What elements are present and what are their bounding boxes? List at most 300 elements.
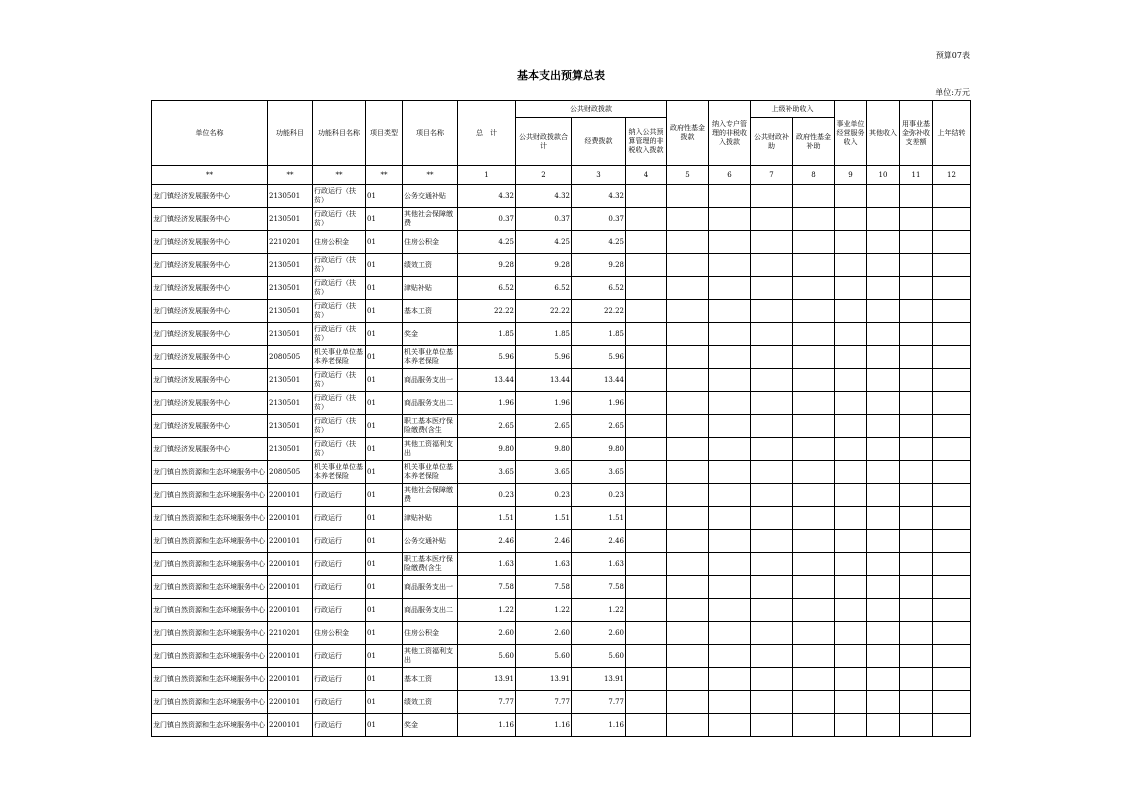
empty-cell <box>751 208 793 231</box>
public-finance-total-cell: 0.23 <box>516 484 572 507</box>
empty-cell <box>835 231 867 254</box>
empty-cell <box>835 438 867 461</box>
total-cell: 6.52 <box>458 277 516 300</box>
total-cell: 13.44 <box>458 369 516 392</box>
public-finance-total-cell: 1.85 <box>516 323 572 346</box>
empty-cell <box>933 277 971 300</box>
empty-cell <box>900 461 933 484</box>
empty-cell <box>933 507 971 530</box>
empty-cell <box>709 691 751 714</box>
project-type-cell: 01 <box>366 346 403 369</box>
empty-cell <box>751 461 793 484</box>
table-row <box>152 323 971 346</box>
empty-cell <box>867 691 900 714</box>
total-cell: 1.16 <box>458 714 516 737</box>
total-cell: 9.28 <box>458 254 516 277</box>
empty-cell <box>793 392 835 415</box>
total-cell: 22.22 <box>458 300 516 323</box>
unit-name-cell: 龙门镇自然资源和生态环境服务中心 <box>152 691 268 714</box>
project-name-cell: 商品服务支出二 <box>403 599 458 622</box>
empty-cell <box>626 668 667 691</box>
empty-cell <box>900 530 933 553</box>
expense-alloc-cell: 1.85 <box>572 323 626 346</box>
empty-cell <box>751 392 793 415</box>
empty-cell <box>900 300 933 323</box>
project-name-cell: 其他社会保障缴费 <box>403 208 458 231</box>
empty-cell <box>835 415 867 438</box>
empty-cell <box>751 622 793 645</box>
func-code-cell: 2130501 <box>268 277 313 300</box>
public-finance-total-cell: 2.60 <box>516 622 572 645</box>
project-type-cell: 01 <box>366 691 403 714</box>
empty-cell <box>793 438 835 461</box>
func-code-cell: 2200101 <box>268 530 313 553</box>
total-cell: 0.37 <box>458 208 516 231</box>
empty-cell <box>709 576 751 599</box>
func-code-cell: 2130501 <box>268 438 313 461</box>
func-code-cell: 2200101 <box>268 691 313 714</box>
project-name-cell: 机关事业单位基本养老保险 <box>403 346 458 369</box>
empty-cell <box>867 714 900 737</box>
empty-cell <box>667 530 709 553</box>
public-finance-total-cell: 6.52 <box>516 277 572 300</box>
empty-cell <box>933 392 971 415</box>
expense-alloc-cell: 0.23 <box>572 484 626 507</box>
empty-cell <box>900 346 933 369</box>
empty-cell <box>835 691 867 714</box>
func-name-cell: 行政运行 <box>313 507 366 530</box>
empty-cell <box>709 553 751 576</box>
project-name-cell: 住房公积金 <box>403 622 458 645</box>
empty-cell <box>793 415 835 438</box>
total-cell: 1.85 <box>458 323 516 346</box>
empty-cell <box>751 438 793 461</box>
header-public-finance: 公共财政拨款 <box>516 101 667 118</box>
empty-cell <box>709 415 751 438</box>
func-code-cell: 2200101 <box>268 645 313 668</box>
empty-cell <box>626 484 667 507</box>
header-other-income: 其他收入 <box>867 101 900 166</box>
header-special-nontax: 纳入专户管理的非税收入拨款 <box>709 101 751 166</box>
project-name-cell: 奖金 <box>403 323 458 346</box>
unit-name-cell: 龙门镇自然资源和生态环境服务中心 <box>152 484 268 507</box>
unit-name-cell: 龙门镇经济发展服务中心 <box>152 231 268 254</box>
unit-name-cell: 龙门镇经济发展服务中心 <box>152 369 268 392</box>
empty-cell <box>793 645 835 668</box>
expense-alloc-cell: 1.16 <box>572 714 626 737</box>
empty-cell <box>933 645 971 668</box>
func-code-cell: 2130501 <box>268 323 313 346</box>
empty-cell <box>709 300 751 323</box>
total-cell: 3.65 <box>458 461 516 484</box>
project-name-cell: 职工基本医疗保险缴费(含生 <box>403 553 458 576</box>
table-row <box>152 415 971 438</box>
table-row <box>152 208 971 231</box>
header-project-name: 项目名称 <box>403 101 458 166</box>
unit-name-cell: 龙门镇自然资源和生态环境服务中心 <box>152 461 268 484</box>
table-row <box>152 392 971 415</box>
empty-cell <box>793 622 835 645</box>
column-number-cell: 2 <box>516 166 572 185</box>
func-code-cell: 2080505 <box>268 346 313 369</box>
empty-cell <box>793 369 835 392</box>
func-name-cell: 行政运行 <box>313 484 366 507</box>
func-name-cell: 行政运行（扶贫） <box>313 300 366 323</box>
empty-cell <box>867 346 900 369</box>
empty-cell <box>793 300 835 323</box>
expense-alloc-cell: 4.25 <box>572 231 626 254</box>
header-carryover: 上年结转 <box>933 101 971 166</box>
empty-cell <box>626 300 667 323</box>
empty-cell <box>933 668 971 691</box>
empty-cell <box>667 691 709 714</box>
empty-cell <box>626 392 667 415</box>
func-name-cell: 行政运行（扶贫） <box>313 323 366 346</box>
project-name-cell: 其他工资福利支出 <box>403 645 458 668</box>
project-type-cell: 01 <box>366 714 403 737</box>
expense-alloc-cell: 7.77 <box>572 691 626 714</box>
empty-cell <box>793 553 835 576</box>
expense-alloc-cell: 9.80 <box>572 438 626 461</box>
empty-cell <box>751 599 793 622</box>
empty-cell <box>626 576 667 599</box>
header-nontax-income: 纳入公共预算管理的非税收入拨款 <box>626 118 667 166</box>
empty-cell <box>793 714 835 737</box>
expense-alloc-cell: 13.91 <box>572 668 626 691</box>
public-finance-total-cell: 5.60 <box>516 645 572 668</box>
empty-cell <box>835 484 867 507</box>
table-row <box>152 599 971 622</box>
func-code-cell: 2130501 <box>268 185 313 208</box>
empty-cell <box>835 346 867 369</box>
unit-name-cell: 龙门镇自然资源和生态环境服务中心 <box>152 599 268 622</box>
unit-name-cell: 龙门镇自然资源和生态环境服务中心 <box>152 553 268 576</box>
empty-cell <box>751 576 793 599</box>
unit-name-cell: 龙门镇经济发展服务中心 <box>152 438 268 461</box>
total-cell: 1.63 <box>458 553 516 576</box>
func-code-cell: 2130501 <box>268 369 313 392</box>
column-number-cell: 8 <box>793 166 835 185</box>
empty-cell <box>933 369 971 392</box>
expense-alloc-cell: 1.96 <box>572 392 626 415</box>
empty-cell <box>867 231 900 254</box>
empty-cell <box>900 714 933 737</box>
header-project-type: 项目类型 <box>366 101 403 166</box>
func-name-cell: 行政运行（扶贫） <box>313 185 366 208</box>
header-public-finance-total: 公共财政拨款合计 <box>516 118 572 166</box>
func-code-cell: 2130501 <box>268 415 313 438</box>
empty-cell <box>835 622 867 645</box>
table-row <box>152 346 971 369</box>
empty-cell <box>709 530 751 553</box>
empty-cell <box>626 254 667 277</box>
project-type-cell: 01 <box>366 622 403 645</box>
empty-cell <box>751 277 793 300</box>
empty-cell <box>835 461 867 484</box>
empty-cell <box>867 461 900 484</box>
total-cell: 13.91 <box>458 668 516 691</box>
func-code-cell: 2130501 <box>268 300 313 323</box>
unit-name-cell: 龙门镇自然资源和生态环境服务中心 <box>152 530 268 553</box>
empty-cell <box>751 507 793 530</box>
empty-cell <box>667 645 709 668</box>
unit-name-cell: 龙门镇经济发展服务中心 <box>152 346 268 369</box>
expense-alloc-cell: 5.96 <box>572 346 626 369</box>
empty-cell <box>667 714 709 737</box>
empty-cell <box>835 369 867 392</box>
empty-cell <box>933 714 971 737</box>
project-name-cell: 职工基本医疗保险缴费(含生 <box>403 415 458 438</box>
empty-cell <box>709 277 751 300</box>
project-type-cell: 01 <box>366 461 403 484</box>
column-number-cell: 12 <box>933 166 971 185</box>
empty-cell <box>709 622 751 645</box>
empty-cell <box>626 599 667 622</box>
header-superior-subsidy: 上级补助收入 <box>751 101 835 118</box>
empty-cell <box>900 231 933 254</box>
unit-name-cell: 龙门镇经济发展服务中心 <box>152 277 268 300</box>
empty-cell <box>835 300 867 323</box>
header-fund-offset: 用事业基金弥补收支差额 <box>900 101 933 166</box>
empty-cell <box>793 691 835 714</box>
empty-cell <box>709 484 751 507</box>
empty-cell <box>626 346 667 369</box>
expense-alloc-cell: 2.65 <box>572 415 626 438</box>
empty-cell <box>626 507 667 530</box>
unit-name-cell: 龙门镇自然资源和生态环境服务中心 <box>152 622 268 645</box>
project-type-cell: 01 <box>366 553 403 576</box>
empty-cell <box>751 668 793 691</box>
empty-cell <box>900 484 933 507</box>
empty-cell <box>867 553 900 576</box>
project-name-cell: 其他社会保障缴费 <box>403 484 458 507</box>
empty-cell <box>933 599 971 622</box>
empty-cell <box>900 507 933 530</box>
empty-cell <box>867 208 900 231</box>
project-type-cell: 01 <box>366 438 403 461</box>
table-row <box>152 484 971 507</box>
empty-cell <box>867 576 900 599</box>
column-number-cell: 10 <box>867 166 900 185</box>
expense-alloc-cell: 2.60 <box>572 622 626 645</box>
form-number-label: 预算07表 <box>935 51 970 60</box>
empty-cell <box>835 645 867 668</box>
expense-alloc-cell: 1.51 <box>572 507 626 530</box>
project-type-cell: 01 <box>366 185 403 208</box>
project-type-cell: 01 <box>366 415 403 438</box>
project-type-cell: 01 <box>366 645 403 668</box>
func-code-cell: 2200101 <box>268 507 313 530</box>
func-name-cell: 行政运行 <box>313 599 366 622</box>
empty-cell <box>667 392 709 415</box>
empty-cell <box>626 714 667 737</box>
table-row <box>152 438 971 461</box>
empty-cell <box>793 576 835 599</box>
empty-cell <box>835 392 867 415</box>
table-row <box>152 254 971 277</box>
empty-cell <box>867 530 900 553</box>
empty-cell <box>835 668 867 691</box>
project-type-cell: 01 <box>366 668 403 691</box>
func-name-cell: 行政运行 <box>313 714 366 737</box>
expense-alloc-cell: 9.28 <box>572 254 626 277</box>
empty-cell <box>667 369 709 392</box>
column-number-row <box>152 166 971 185</box>
empty-cell <box>867 277 900 300</box>
empty-cell <box>867 369 900 392</box>
total-cell: 2.60 <box>458 622 516 645</box>
func-name-cell: 行政运行（扶贫） <box>313 369 366 392</box>
total-cell: 4.25 <box>458 231 516 254</box>
unit-name-cell: 龙门镇经济发展服务中心 <box>152 208 268 231</box>
table-row <box>152 461 971 484</box>
header-total: 总 计 <box>458 101 516 166</box>
project-type-cell: 01 <box>366 392 403 415</box>
empty-cell <box>751 645 793 668</box>
empty-cell <box>835 553 867 576</box>
empty-cell <box>709 599 751 622</box>
empty-cell <box>667 185 709 208</box>
empty-cell <box>933 622 971 645</box>
column-number-cell: ** <box>152 166 268 185</box>
header-func-code: 功能科目 <box>268 101 313 166</box>
table-row <box>152 277 971 300</box>
total-cell: 5.96 <box>458 346 516 369</box>
empty-cell <box>709 369 751 392</box>
empty-cell <box>835 185 867 208</box>
empty-cell <box>626 438 667 461</box>
empty-cell <box>867 622 900 645</box>
column-number-cell: 6 <box>709 166 751 185</box>
empty-cell <box>709 645 751 668</box>
table-row <box>152 185 971 208</box>
empty-cell <box>751 185 793 208</box>
unit-name-cell: 龙门镇自然资源和生态环境服务中心 <box>152 645 268 668</box>
empty-cell <box>667 576 709 599</box>
project-name-cell: 公务交通补贴 <box>403 530 458 553</box>
table-row <box>152 507 971 530</box>
column-number-cell: 5 <box>667 166 709 185</box>
empty-cell <box>835 254 867 277</box>
expense-alloc-cell: 2.46 <box>572 530 626 553</box>
total-cell: 7.77 <box>458 691 516 714</box>
public-finance-total-cell: 9.80 <box>516 438 572 461</box>
expense-alloc-cell: 1.63 <box>572 553 626 576</box>
expense-alloc-cell: 6.52 <box>572 277 626 300</box>
empty-cell <box>900 576 933 599</box>
empty-cell <box>835 507 867 530</box>
empty-cell <box>626 691 667 714</box>
empty-cell <box>867 392 900 415</box>
empty-cell <box>793 185 835 208</box>
empty-cell <box>933 484 971 507</box>
project-name-cell: 基本工资 <box>403 300 458 323</box>
empty-cell <box>835 530 867 553</box>
empty-cell <box>751 369 793 392</box>
empty-cell <box>793 484 835 507</box>
project-name-cell: 公务交通补贴 <box>403 185 458 208</box>
empty-cell <box>667 484 709 507</box>
public-finance-total-cell: 1.51 <box>516 507 572 530</box>
empty-cell <box>667 553 709 576</box>
empty-cell <box>709 438 751 461</box>
func-code-cell: 2130501 <box>268 254 313 277</box>
expense-alloc-cell: 7.58 <box>572 576 626 599</box>
expense-alloc-cell: 4.32 <box>572 185 626 208</box>
project-type-cell: 01 <box>366 323 403 346</box>
empty-cell <box>709 231 751 254</box>
project-name-cell: 商品服务支出一 <box>403 576 458 599</box>
empty-cell <box>667 415 709 438</box>
empty-cell <box>709 392 751 415</box>
table-row <box>152 645 971 668</box>
project-name-cell: 商品服务支出二 <box>403 392 458 415</box>
empty-cell <box>709 254 751 277</box>
table-row <box>152 530 971 553</box>
empty-cell <box>793 231 835 254</box>
project-type-cell: 01 <box>366 369 403 392</box>
empty-cell <box>793 668 835 691</box>
column-number-cell: 9 <box>835 166 867 185</box>
empty-cell <box>626 645 667 668</box>
public-finance-total-cell: 0.37 <box>516 208 572 231</box>
empty-cell <box>626 277 667 300</box>
expense-alloc-cell: 0.37 <box>572 208 626 231</box>
empty-cell <box>793 599 835 622</box>
empty-cell <box>867 185 900 208</box>
empty-cell <box>900 599 933 622</box>
empty-cell <box>933 530 971 553</box>
project-type-cell: 01 <box>366 507 403 530</box>
unit-name-cell: 龙门镇自然资源和生态环境服务中心 <box>152 714 268 737</box>
func-code-cell: 2200101 <box>268 599 313 622</box>
public-finance-total-cell: 1.16 <box>516 714 572 737</box>
empty-cell <box>867 254 900 277</box>
empty-cell <box>667 277 709 300</box>
table-row <box>152 691 971 714</box>
public-finance-total-cell: 4.25 <box>516 231 572 254</box>
table-row <box>152 668 971 691</box>
empty-cell <box>835 576 867 599</box>
empty-cell <box>900 208 933 231</box>
empty-cell <box>793 346 835 369</box>
func-name-cell: 机关事业单位基本养老保险 <box>313 461 366 484</box>
table-body <box>152 185 971 737</box>
empty-cell <box>867 300 900 323</box>
expense-alloc-cell: 1.22 <box>572 599 626 622</box>
public-finance-total-cell: 2.65 <box>516 415 572 438</box>
func-code-cell: 2210201 <box>268 622 313 645</box>
public-finance-total-cell: 1.22 <box>516 599 572 622</box>
total-cell: 9.80 <box>458 438 516 461</box>
empty-cell <box>900 323 933 346</box>
total-cell: 1.51 <box>458 507 516 530</box>
empty-cell <box>667 254 709 277</box>
func-code-cell: 2200101 <box>268 714 313 737</box>
expense-alloc-cell: 5.60 <box>572 645 626 668</box>
project-name-cell: 其他工资福利支出 <box>403 438 458 461</box>
empty-cell <box>933 576 971 599</box>
func-code-cell: 2200101 <box>268 553 313 576</box>
table-row <box>152 231 971 254</box>
empty-cell <box>867 507 900 530</box>
public-finance-total-cell: 7.58 <box>516 576 572 599</box>
empty-cell <box>626 323 667 346</box>
empty-cell <box>933 323 971 346</box>
project-name-cell: 基本工资 <box>403 668 458 691</box>
empty-cell <box>626 622 667 645</box>
empty-cell <box>626 231 667 254</box>
